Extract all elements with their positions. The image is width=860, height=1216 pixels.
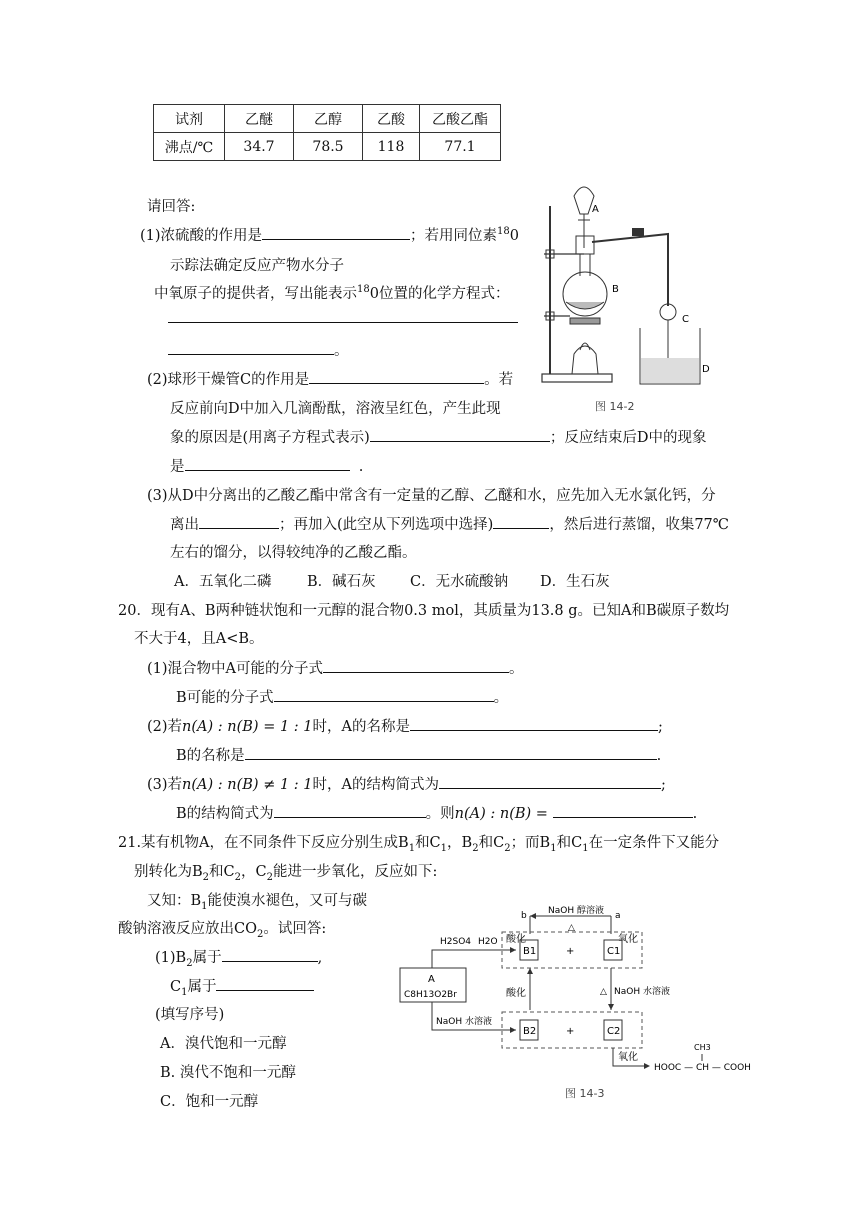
table-cell: 沸点/℃	[154, 133, 225, 161]
table-row	[154, 133, 501, 161]
q19-option-b: B．碱石灰	[307, 574, 376, 590]
answer-blank[interactable]	[168, 339, 334, 355]
q20-stem-line1: 20．现有A、B两种链状饱和一元醇的混合物0.3 mol，其质量为13.8 g。已知A和B碳原子数均	[118, 603, 730, 619]
answer-blank[interactable]	[222, 946, 318, 962]
table-cell: 118	[363, 133, 420, 161]
answer-line[interactable]	[168, 322, 518, 323]
answer-blank[interactable]	[185, 455, 350, 471]
answer-blank[interactable]	[410, 715, 658, 731]
figure-caption: 图 14-2	[595, 400, 635, 413]
label-b: b	[521, 911, 527, 921]
q21-note-line2: 酸钠溶液反应放出$CO_2$。试回答:	[118, 921, 327, 940]
q19-part3-line1: (3)从D中分离出的乙酸乙酯中常含有一定量的乙醇、乙醚和水，应先加入无水氯化钙，分	[147, 488, 716, 504]
q21-stem-line2: 别转化为$B_2$和$C_2$，$C_2$能进一步氧化，反应如下:	[134, 864, 438, 883]
answer-blank[interactable]	[216, 975, 314, 991]
b1-box: B1	[523, 946, 537, 957]
q20-part1-b: B可能的分子式 。	[176, 686, 508, 707]
answer-blank[interactable]	[274, 802, 426, 818]
q21-note-line1: 又知：$B_1$能使溴水褪色，又可与碳	[147, 893, 368, 912]
plus-bottom: +	[566, 1026, 575, 1037]
q19-part3-line2: 离出 ；再加入(此空从下列选项中选择) ，然后进行蒸馏，收集77℃	[170, 513, 729, 534]
answer-blank[interactable]	[262, 224, 410, 240]
q21-fill-note: (填写序号)	[155, 1007, 225, 1023]
q19-part1-line4: 。	[168, 339, 349, 360]
a-label: A	[428, 974, 435, 985]
q19-part1-line3: 中氧原子的提供者，写出能表示$^{18}$0位置的化学方程式：	[154, 284, 510, 302]
label-a: A	[592, 204, 599, 215]
table-cell: 77.1	[420, 133, 501, 161]
acidify-mid: 酸化	[506, 988, 526, 999]
q21-part1-a: $(1)B_2$属于 ,	[155, 946, 322, 969]
q21-stem-line1: 21.某有机物A，在不同条件下反应分别生成$B_1$和$C_1$，$B_2$和$C_2$；而$B_1$和$C_1$在一定条件下又能分	[118, 835, 720, 854]
label-b: B	[612, 284, 619, 295]
answer-blank[interactable]	[439, 773, 661, 789]
q19-intro: 请回答:	[147, 199, 196, 215]
naoh-aq-right: NaOH 水溶液	[614, 987, 670, 997]
label-a: a	[615, 911, 621, 921]
oxidize-bottom: 氧化	[618, 1052, 638, 1063]
label-c: C	[682, 314, 689, 325]
product-formula: HOOC — CH — COOH	[654, 1063, 751, 1073]
q19-option-c: C．无水硫酸钠	[410, 574, 509, 590]
boiling-point-table	[153, 104, 501, 161]
table-header-row	[154, 105, 501, 133]
q19-part2-line3: 象的原因是(用离子方程式表示) ；反应结束后D中的现象	[170, 426, 706, 447]
answer-blank[interactable]	[309, 368, 484, 384]
acidify-top: 酸化	[506, 934, 526, 945]
q19-part2-line1: (2)球形干燥管C的作用是 。若	[147, 368, 513, 389]
answer-blank[interactable]	[370, 426, 550, 442]
c2-box: C2	[607, 1026, 621, 1037]
apparatus-figure	[536, 178, 726, 388]
table-cell: 试剂	[154, 105, 225, 133]
q20-part2-b: B的名称是 .	[176, 744, 661, 765]
q20-part3-b: B的结构简式为 。则n(A) : n(B) = .	[176, 802, 697, 823]
answer-blank[interactable]	[493, 513, 549, 529]
q21-part1-b: $C_1$属于	[170, 975, 314, 998]
answer-blank[interactable]	[199, 513, 279, 529]
table-cell: 34.7	[225, 133, 294, 161]
b2-box: B2	[523, 1026, 537, 1037]
delta-top: △	[568, 923, 575, 933]
q20-stem-line2: 不大于4，且A<B。	[134, 631, 264, 647]
h2so4-label: H2SO4	[440, 937, 472, 947]
q20-part1-a: (1)混合物中A可能的分子式 。	[147, 657, 524, 678]
figure-caption: 图 14-3	[565, 1087, 605, 1100]
table-cell: 乙醚	[225, 105, 294, 133]
plus-top: +	[566, 946, 575, 957]
q19-part3-line3: 左右的馏分，以得较纯净的乙酸乙酯。	[170, 545, 417, 561]
answer-blank[interactable]	[245, 744, 657, 760]
q19-part2-line4: 是 .	[170, 455, 363, 476]
q20-part3-a: (3)若n(A) : n(B) ≠ 1 : 1时，A的结构简式为 ;	[147, 773, 666, 794]
answer-blank[interactable]	[323, 657, 509, 673]
a-formula: C8H13O2Br	[404, 990, 457, 1000]
reaction-scheme-figure	[396, 904, 766, 1084]
top-reagent: NaOH 醇溶液	[548, 906, 604, 916]
c1-box: C1	[607, 946, 621, 957]
q19-part1-line2: 示踪法确定反应产物水分子	[170, 258, 344, 274]
delta-mid: △	[600, 987, 607, 997]
q19-part1-line1: (1)浓硫酸的作用是 ；若用同位素$^{18}$0	[140, 224, 519, 245]
q20-part2-a: (2)若n(A) : n(B) = 1 : 1时，A的名称是 ;	[147, 715, 663, 736]
h2o-label: H2O	[478, 937, 498, 947]
table-cell: 乙酸乙酯	[420, 105, 501, 133]
label-d: D	[702, 364, 710, 375]
oxidize-top: 氧化	[618, 934, 638, 945]
ch3-label: CH3	[694, 1043, 711, 1052]
q19-option-d: D．生石灰	[540, 574, 610, 590]
q19-part2-line2: 反应前向D中加入几滴酚酞，溶液呈红色，产生此现	[170, 401, 501, 417]
table-cell: 乙酸	[363, 105, 420, 133]
table-cell: 78.5	[294, 133, 363, 161]
q21-option-a: A．溴代饱和一元醇	[160, 1036, 287, 1052]
table-cell: 乙醇	[294, 105, 363, 133]
q21-option-b: B. 溴代不饱和一元醇	[160, 1065, 296, 1081]
naoh-aq-left: NaOH 水溶液	[436, 1017, 492, 1027]
q19-option-a: A．五氧化二磷	[174, 574, 272, 590]
answer-blank[interactable]	[553, 802, 693, 818]
q21-option-c: C．饱和一元醇	[160, 1094, 259, 1110]
answer-blank[interactable]	[274, 686, 494, 702]
